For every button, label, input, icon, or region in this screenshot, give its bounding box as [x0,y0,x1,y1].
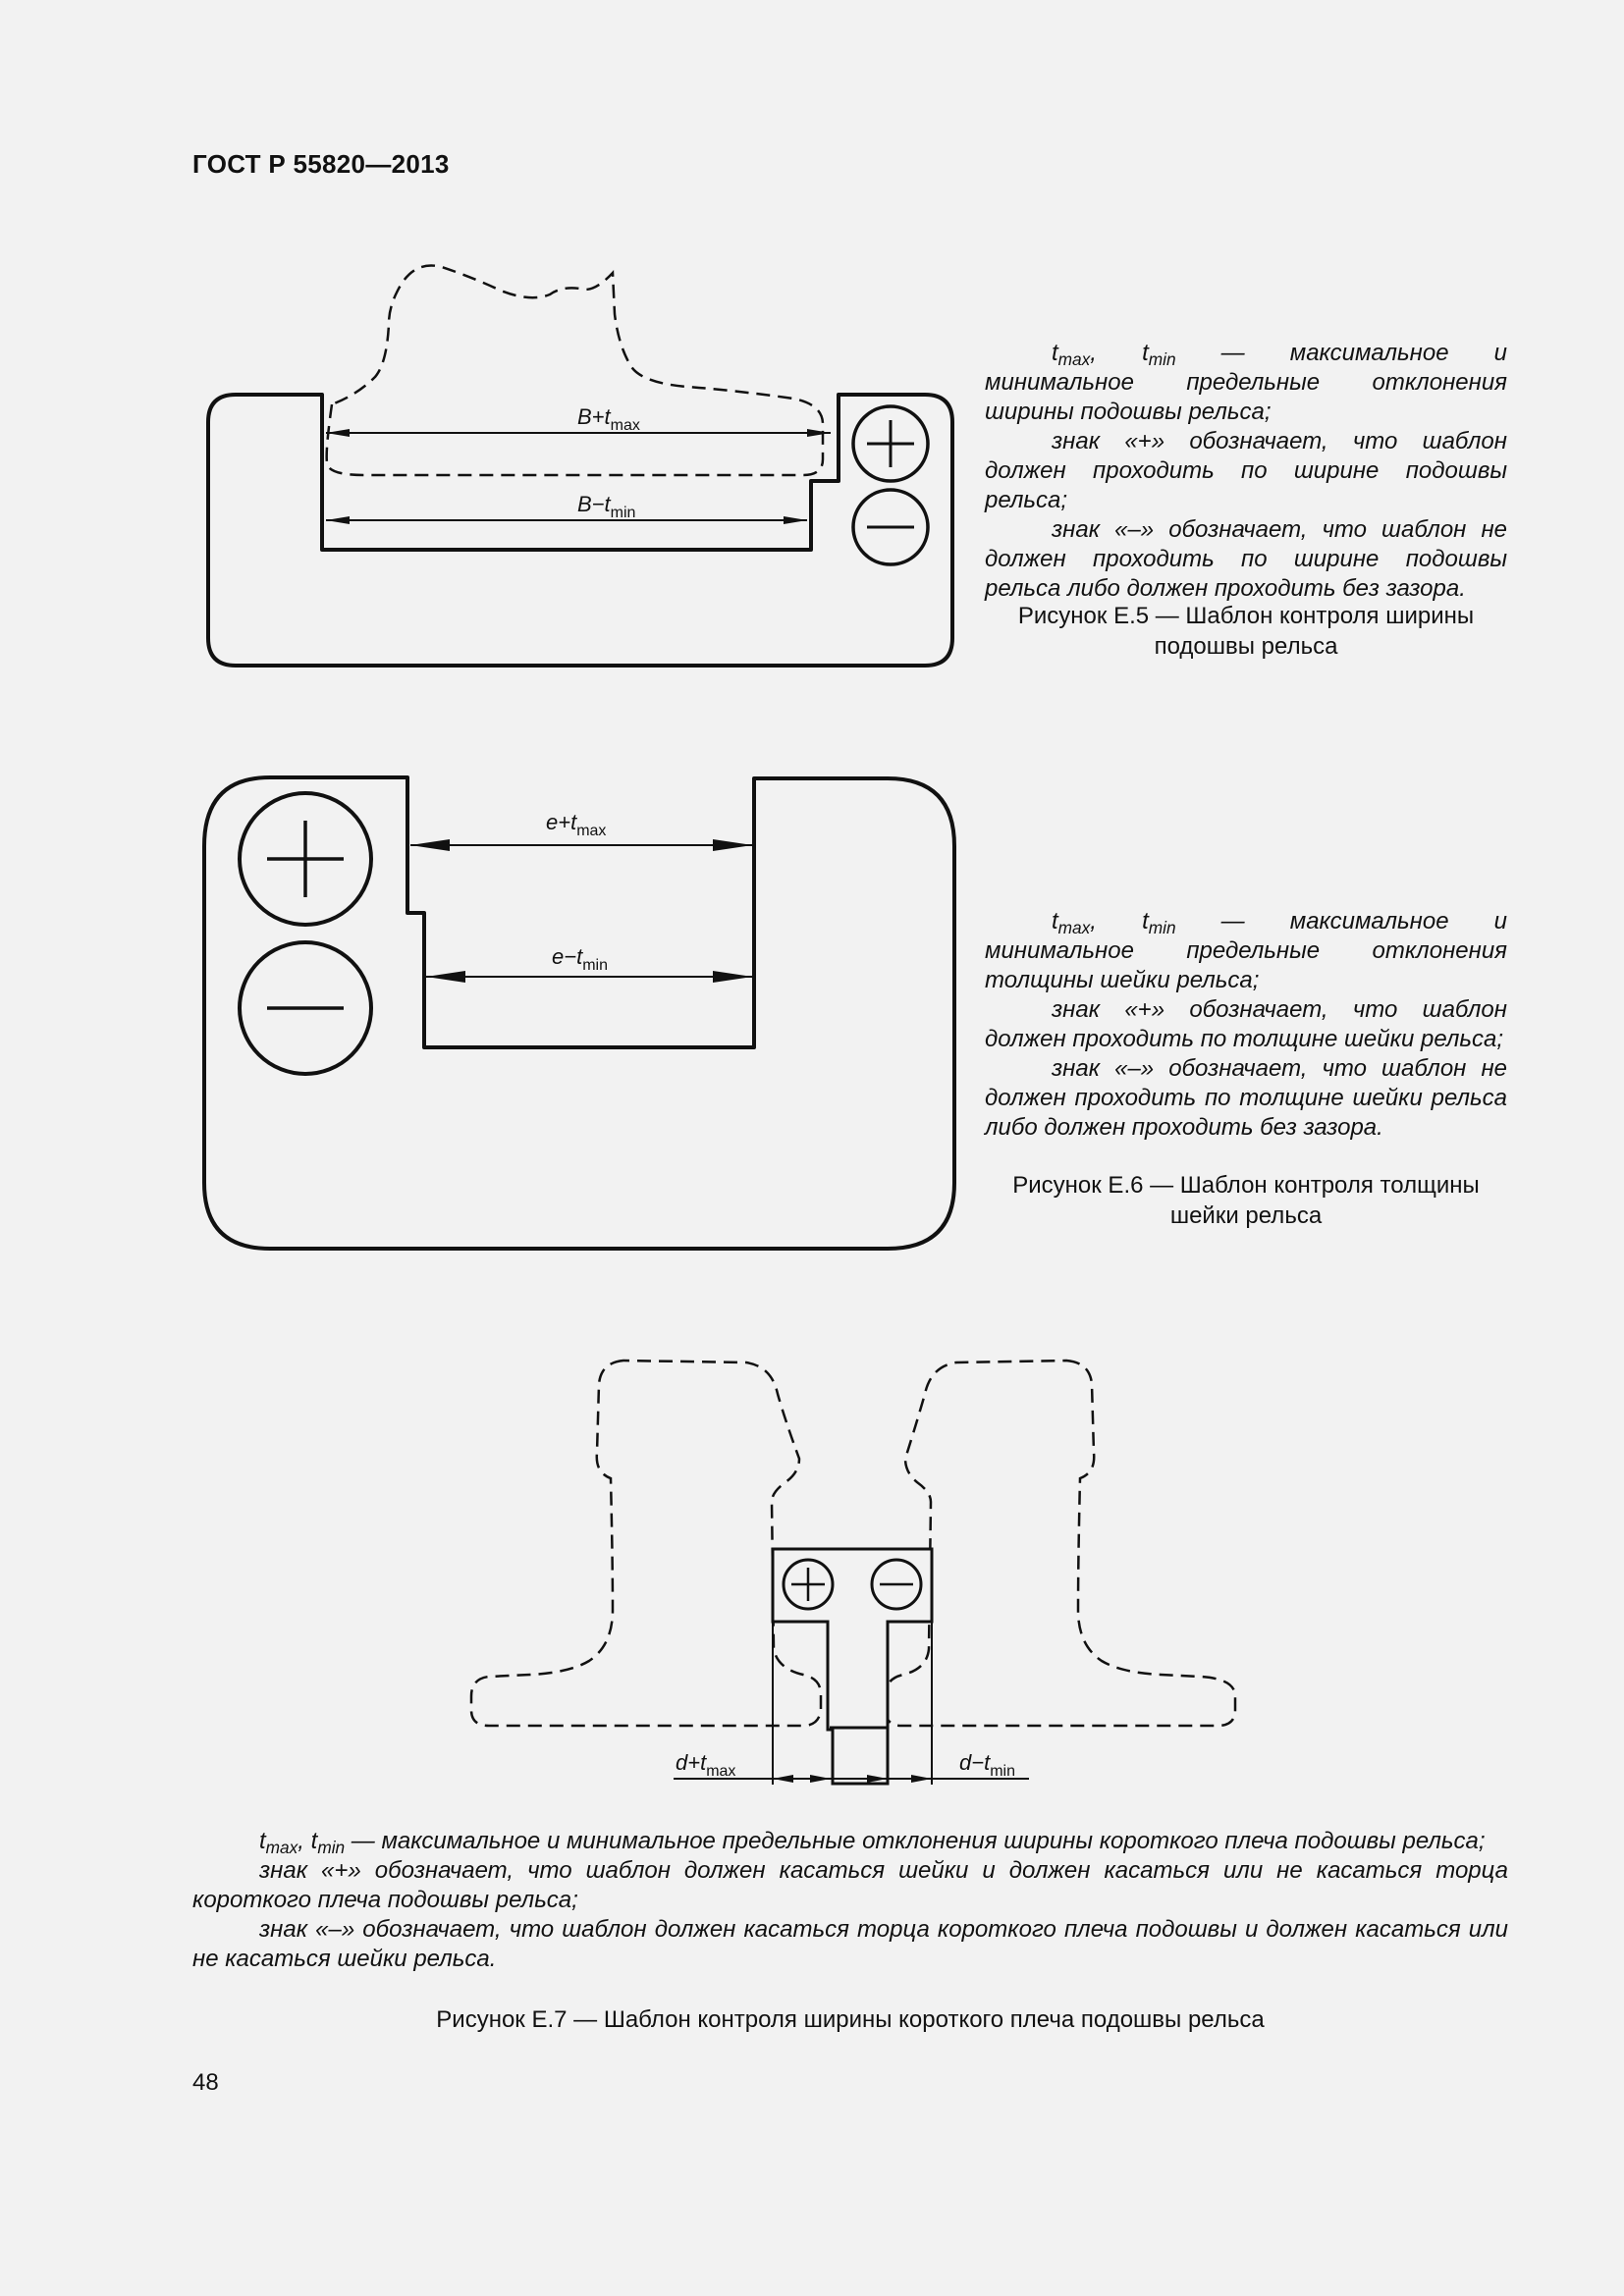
legend-line-plus: знак «+» обозначает, что шаблон должен касаться шейки и должен касаться или не касаться торца короткого плеча подошвы рельса; [192,1857,1508,1913]
figure-e7-legend [192,1827,1508,1974]
legend-line-tolerances: $t_{max}$, $t_{min}$ — максимальное и минимальное предельные отклонения ширины подошвы рельса; [985,340,1507,425]
rail-profile-outline [327,265,823,475]
plus-icon [240,793,371,925]
figure-e6-caption: Рисунок Е.6 — Шаблон контроля толщины шейки рельса [1012,1172,1480,1229]
dim-label-upper: $B+t_{max}$ [577,404,640,434]
legend-line-plus: знак «+» обозначает, что шаблон должен проходить по толщине шейки рельса; [985,996,1507,1052]
plus-icon [853,406,928,481]
legend-line-minus: знак «–» обозначает, что шаблон не должен проходить по ширине подошвы рельса либо должен проходить без зазора. [985,516,1507,602]
dim-label-left: $d+t_{max}$ [676,1750,736,1780]
page-number: 48 [192,2069,219,2096]
dim-label-lower: $e-t_{min}$ [552,944,608,974]
dim-label-lower: $B-t_{min}$ [577,492,636,521]
minus-icon [240,942,371,1074]
legend-line-tolerances: $t_{max}$, $t_{min}$ — максимальное и минимальное предельные отклонения ширины короткого плеча подошвы рельса; [259,1828,1486,1858]
template-body [208,395,952,666]
left-rail-outline [471,1361,821,1726]
legend-line-tolerances: $t_{max}$, $t_{min}$ — максимальное и минимальное предельные отклонения толщины шейки рельса; [985,908,1507,993]
legend-line-minus: знак «–» обозначает, что шаблон не должен проходить по толщине шейки рельса либо должен проходить без зазора. [985,1055,1507,1141]
dim-label-upper: $e+t_{max}$ [546,810,607,839]
figure-e6-legend [985,907,1507,1143]
right-rail-outline [886,1361,1235,1726]
legend-line-minus: знак «–» обозначает, что шаблон должен касаться торца короткого плеча подошвы и должен касаться или не касаться шейки рельса. [192,1916,1508,1972]
figure-e5-legend [985,339,1507,604]
figure-e7-drawing [452,1345,1257,1796]
dim-label-right: $d-t_{min}$ [959,1750,1015,1780]
minus-icon [853,490,928,564]
figure-e5-caption: Рисунок Е.5 — Шаблон контроля ширины подошвы рельса [1017,603,1475,660]
figure-e6-drawing [196,766,972,1256]
figure-e7-caption: Рисунок Е.7 — Шаблон контроля ширины короткого плеча подошвы рельса [436,2006,1265,2033]
legend-line-plus: знак «+» обозначает, что шаблон должен проходить по ширине подошвы рельса; [985,428,1507,513]
document-code: ГОСТ Р 55820—2013 [192,149,450,179]
template-body [204,777,954,1249]
figure-e5-drawing [196,260,972,677]
